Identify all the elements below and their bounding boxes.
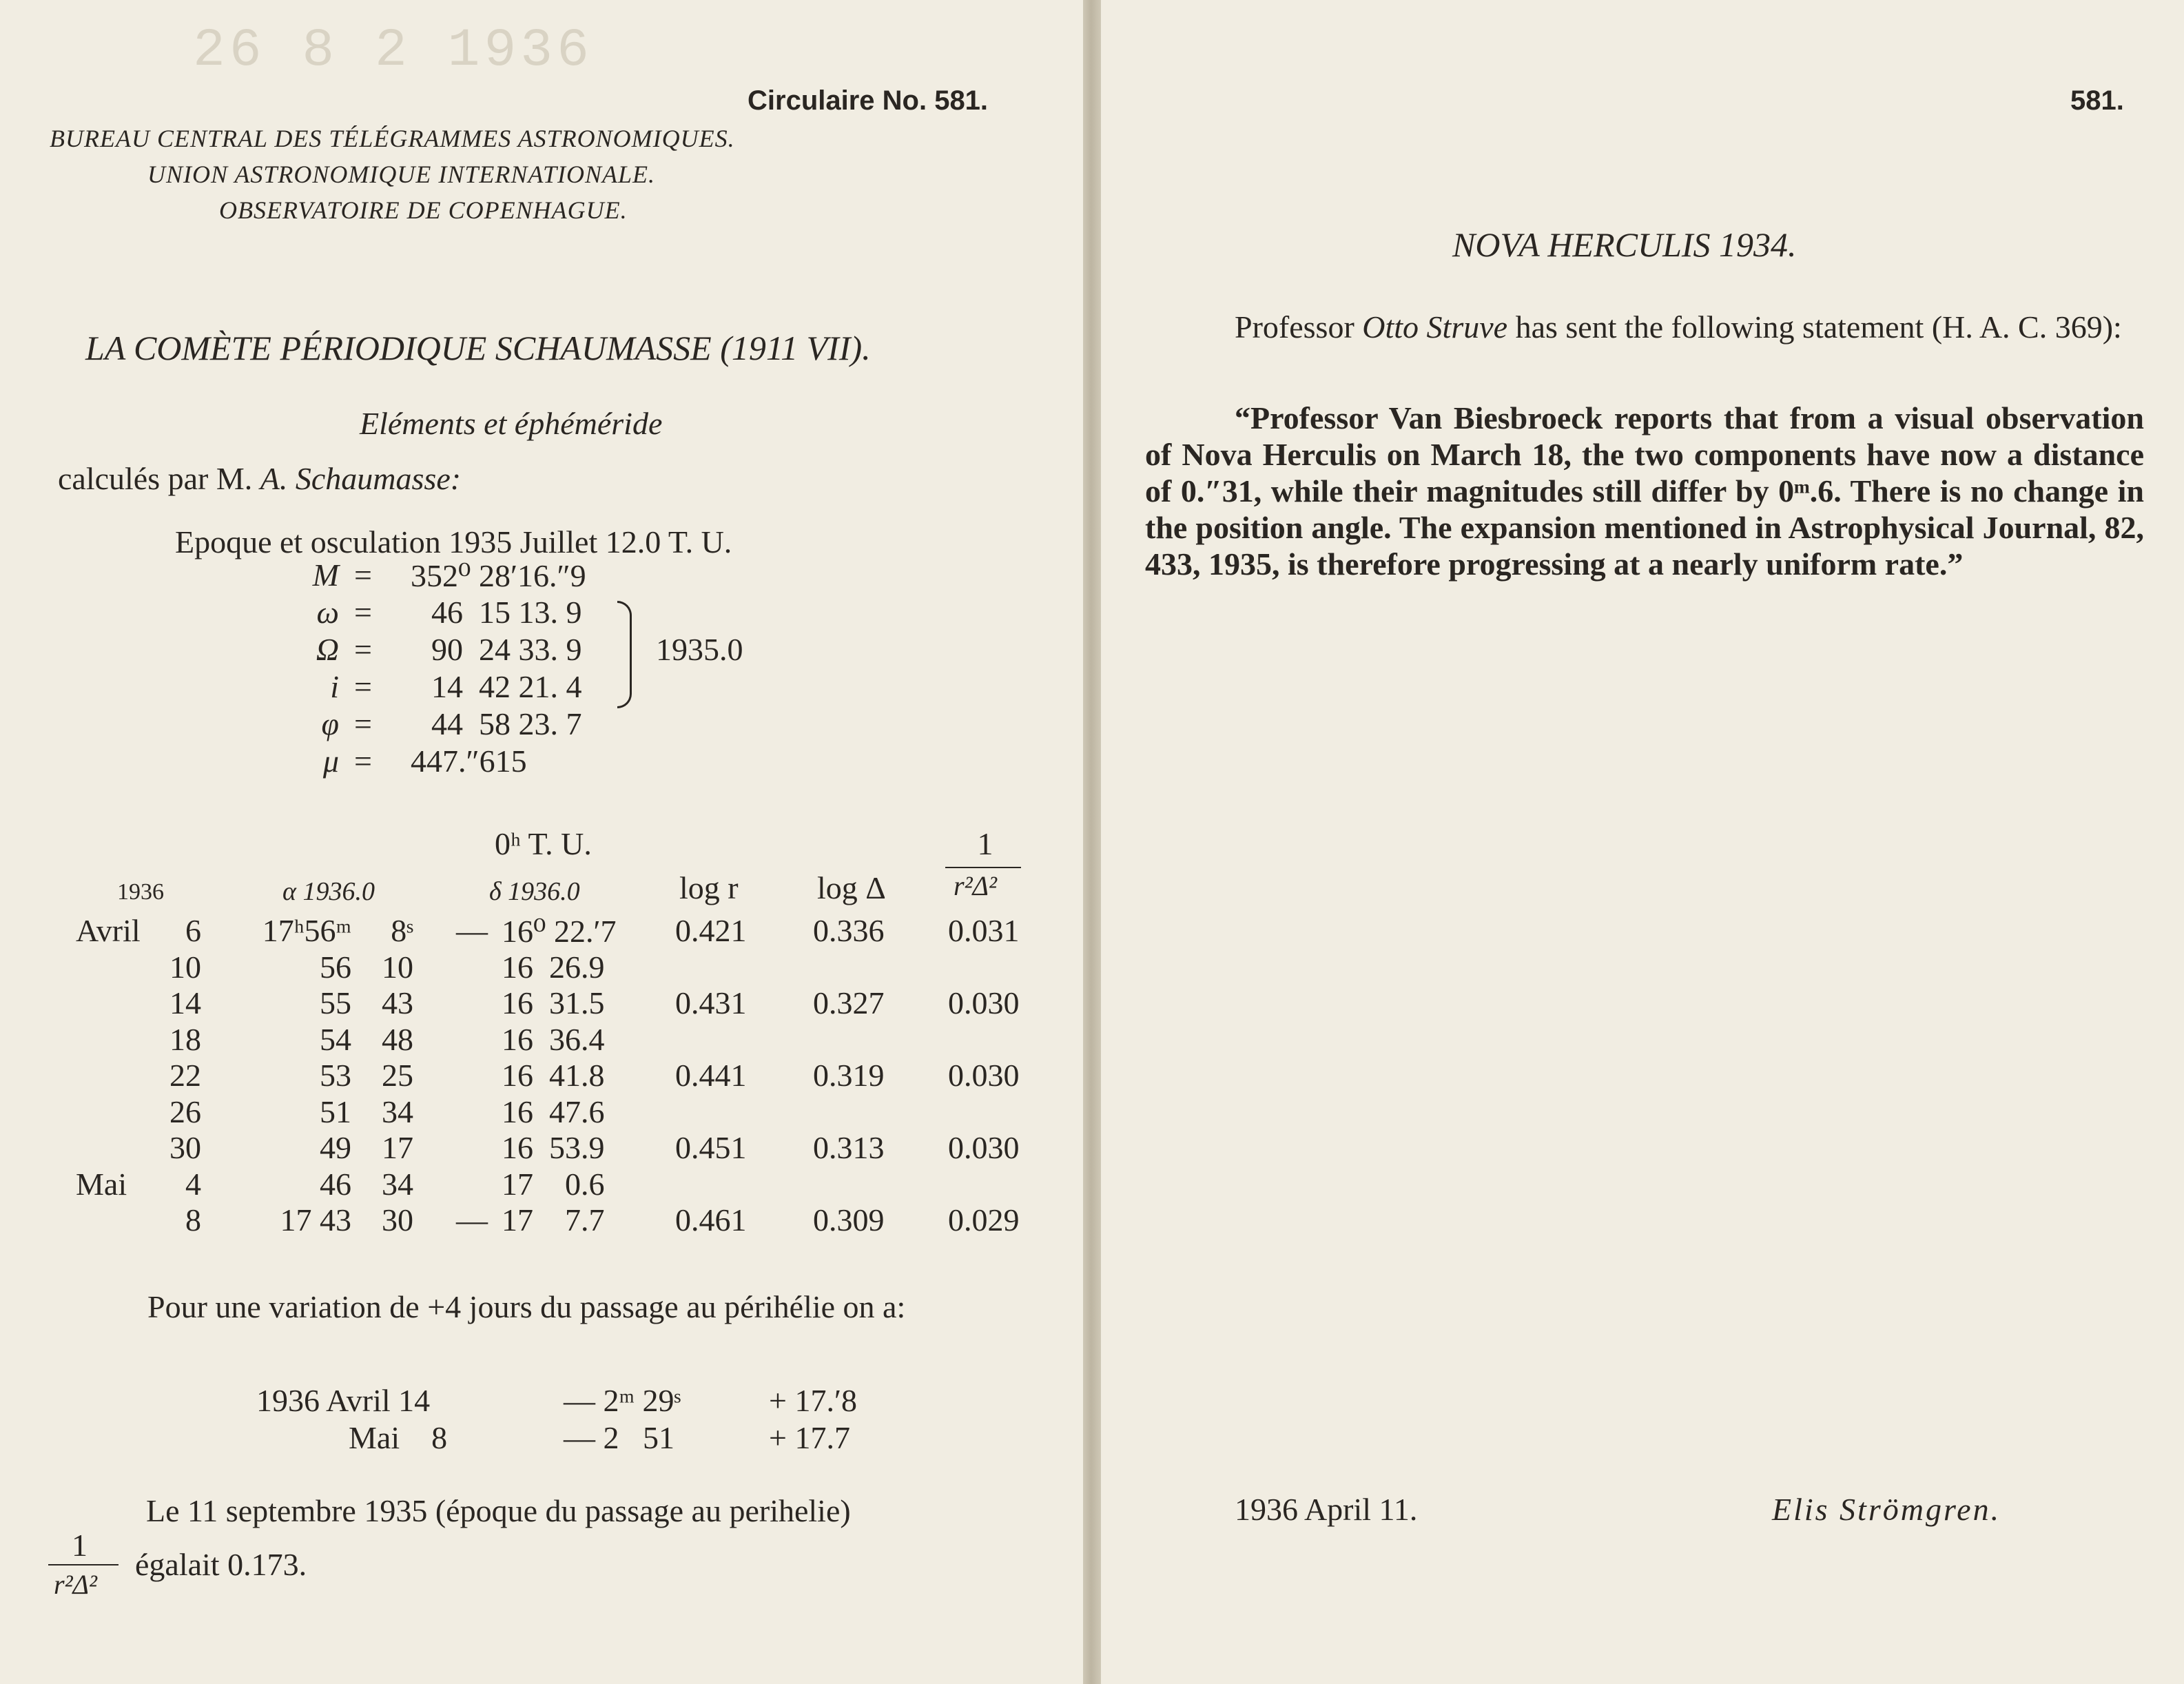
cell-month: Avril <box>76 913 141 948</box>
received-stamp: 26 8 2 1936 <box>193 21 593 81</box>
element-equals: = <box>354 743 372 779</box>
cell-dec: 17 7.7 <box>502 1202 605 1238</box>
cell-day: 10 <box>169 949 201 985</box>
cell-logr: 0.431 <box>675 985 747 1020</box>
fraction-bar <box>945 867 1021 868</box>
cell-logr: 0.441 <box>675 1058 747 1093</box>
struve-name: Otto Struve <box>1362 309 1508 345</box>
cell-dec: 16⁰ 22.′7 <box>502 914 617 949</box>
header-line-1: BUREAU CENTRAL DES TÉLÉGRAMMES ASTRONOMIQUES. <box>50 125 735 152</box>
cell-ra-h: 53 <box>320 1058 351 1093</box>
intro-paragraph <box>1145 309 2144 345</box>
element-equals: = <box>354 706 372 741</box>
cell-ra-s: 30 <box>382 1202 413 1238</box>
ra-header: α 1936.0 <box>282 877 375 906</box>
cell-inv: 0.030 <box>948 985 1020 1020</box>
cell-logd: 0.313 <box>813 1130 885 1165</box>
calculated-by-prefix: calculés par M. <box>58 461 253 496</box>
cell-dec: 16 26.9 <box>502 949 605 985</box>
cell-ra-h: 46 <box>320 1166 351 1202</box>
inverse-header-numerator: 1 <box>977 826 993 861</box>
cell-ra-s: 25 <box>382 1058 413 1093</box>
variation-label: 1936 Avril 14 <box>256 1383 431 1418</box>
cell-dec: 16 47.6 <box>502 1093 605 1129</box>
cell-dec: 16 41.8 <box>502 1058 605 1093</box>
cell-dec: 16 36.4 <box>502 1021 605 1057</box>
cell-logd: 0.309 <box>813 1202 885 1238</box>
perihelion-frac-num: 1 <box>72 1528 87 1563</box>
cell-inv: 0.030 <box>948 1058 1020 1093</box>
cell-logd: 0.336 <box>813 913 885 948</box>
variation-ra: — 2ᵐ 29ˢ <box>564 1383 681 1418</box>
element-value: 14 42 21. 4 <box>431 669 582 704</box>
cell-ra-h: 49 <box>320 1130 351 1165</box>
perihelion-line: Le 11 septembre 1935 (époque du passage au perihelie) <box>146 1493 851 1528</box>
cell-day: 18 <box>169 1021 201 1057</box>
inverse-header-denominator: r²Δ² <box>954 870 998 901</box>
signature: Elis Strömgren. <box>1772 1492 2001 1527</box>
date-line: 1936 April 11. <box>1235 1492 1418 1527</box>
cell-logd: 0.327 <box>813 985 885 1020</box>
calculated-by <box>58 460 461 497</box>
fraction-bar <box>48 1564 119 1565</box>
cell-day: 6 <box>185 913 201 948</box>
comet-title: LA COMÈTE PÉRIODIQUE SCHAUMASSE (1911 VII). <box>85 329 871 367</box>
cell-ra-s: 43 <box>382 985 413 1020</box>
variation-dec: + 17.′8 <box>769 1383 858 1418</box>
element-equals: = <box>354 595 372 630</box>
cell-day: 22 <box>169 1058 201 1093</box>
cell-inv: 0.030 <box>948 1130 1020 1165</box>
cell-ra-h: 17ʰ56ᵐ <box>262 913 351 948</box>
cell-dec: 16 31.5 <box>502 985 605 1020</box>
epoch-line: Epoque et osculation 1935 Juillet 12.0 T. U. <box>175 524 732 559</box>
cell-dec: 17 0.6 <box>502 1166 605 1202</box>
cell-dec-sign: — <box>456 913 488 948</box>
dec-header: δ 1936.0 <box>489 877 580 906</box>
logr-header: log r <box>679 870 739 905</box>
right-page <box>1101 0 2184 1684</box>
cell-day: 4 <box>185 1166 201 1202</box>
cell-inv: 0.031 <box>948 913 1020 948</box>
intro-suffix: has sent the following statement (H. A. C. 369): <box>1515 309 2122 345</box>
cell-ra-s: 17 <box>382 1130 413 1165</box>
cell-ra-h: 54 <box>320 1021 351 1057</box>
cell-ra-s: 34 <box>382 1093 413 1129</box>
element-value: 352⁰ 28′16.″9 <box>411 558 586 593</box>
element-equals: = <box>354 557 372 593</box>
element-symbol: φ <box>321 706 339 741</box>
header-line-2: UNION ASTRONOMIQUE INTERNATIONALE. <box>147 161 656 188</box>
element-value: 44 58 23. 7 <box>431 706 582 741</box>
element-value: 447.″615 <box>411 743 527 779</box>
time-header: 0ʰ T. U. <box>495 826 592 861</box>
elements-subtitle: Eléments et éphéméride <box>360 406 663 441</box>
cell-dec: 16 53.9 <box>502 1130 605 1165</box>
variation-paragraph: Pour une variation de +4 jours du passage au périhélie on a: <box>147 1289 906 1324</box>
perihelion-value: égalait 0.173. <box>135 1547 307 1582</box>
cell-day: 26 <box>169 1093 201 1129</box>
elements-epoch: 1935.0 <box>656 632 743 667</box>
cell-logr: 0.461 <box>675 1202 747 1238</box>
element-symbol: ω <box>316 595 339 630</box>
cell-logr: 0.451 <box>675 1130 747 1165</box>
circular-title: Circulaire No. 581. <box>748 85 989 116</box>
variation-ra: — 2 51 <box>564 1420 674 1455</box>
calculator-name: A. Schaumasse: <box>260 461 462 496</box>
element-value: 46 15 13. 9 <box>431 595 582 630</box>
cell-ra-h: 55 <box>320 985 351 1020</box>
cell-dec-sign: — <box>456 1202 488 1238</box>
cell-day: 8 <box>185 1202 201 1238</box>
element-value: 90 24 33. 9 <box>431 632 582 667</box>
element-symbol: μ <box>322 743 339 779</box>
page-number: 581. <box>2070 85 2124 116</box>
cell-ra-s: 10 <box>382 949 413 985</box>
element-equals: = <box>354 669 372 704</box>
cell-logr: 0.421 <box>675 913 747 948</box>
header-line-3: OBSERVATOIRE DE COPENHAGUE. <box>219 196 628 224</box>
quote-paragraph: “Professor Van Biesbroeck reports that from a visual observation of Nova Herculis on March 18, the two components have now a distance of 0.″31, while their magnitudes still differ by 0ᵐ.6. There is no change in the position angle. The expansion mentioned in Astrophysical Journal, 82, 433, 1935, is therefore progressing at a nearly uniform rate.” <box>1145 400 2144 582</box>
cell-day: 14 <box>169 985 201 1020</box>
cell-ra-h: 56 <box>320 949 351 985</box>
cell-ra-s: 8ˢ <box>391 913 413 948</box>
cell-logd: 0.319 <box>813 1058 885 1093</box>
cell-month: Mai <box>76 1166 127 1202</box>
intro-prefix: Professor <box>1235 309 1354 345</box>
cell-ra-s: 48 <box>382 1021 413 1057</box>
element-symbol: i <box>330 669 339 704</box>
cell-inv: 0.029 <box>948 1202 1020 1238</box>
logdelta-header: log Δ <box>817 870 886 905</box>
left-page <box>0 0 1083 1684</box>
cell-day: 30 <box>169 1130 201 1165</box>
cell-ra-h: 51 <box>320 1093 351 1129</box>
element-equals: = <box>354 632 372 667</box>
cell-ra-s: 34 <box>382 1166 413 1202</box>
variation-label: Mai 8 <box>349 1420 448 1455</box>
variation-dec: + 17.7 <box>769 1420 850 1455</box>
cell-ra-h: 17 43 <box>280 1202 351 1238</box>
page-gutter <box>1083 0 1101 1684</box>
brace-icon <box>617 601 632 708</box>
perihelion-frac-den: r²Δ² <box>54 1569 98 1600</box>
element-symbol: M <box>312 557 339 593</box>
year-header: 1936 <box>117 879 164 905</box>
element-symbol: Ω <box>316 632 339 667</box>
nova-title: NOVA HERCULIS 1934. <box>1452 225 1797 264</box>
